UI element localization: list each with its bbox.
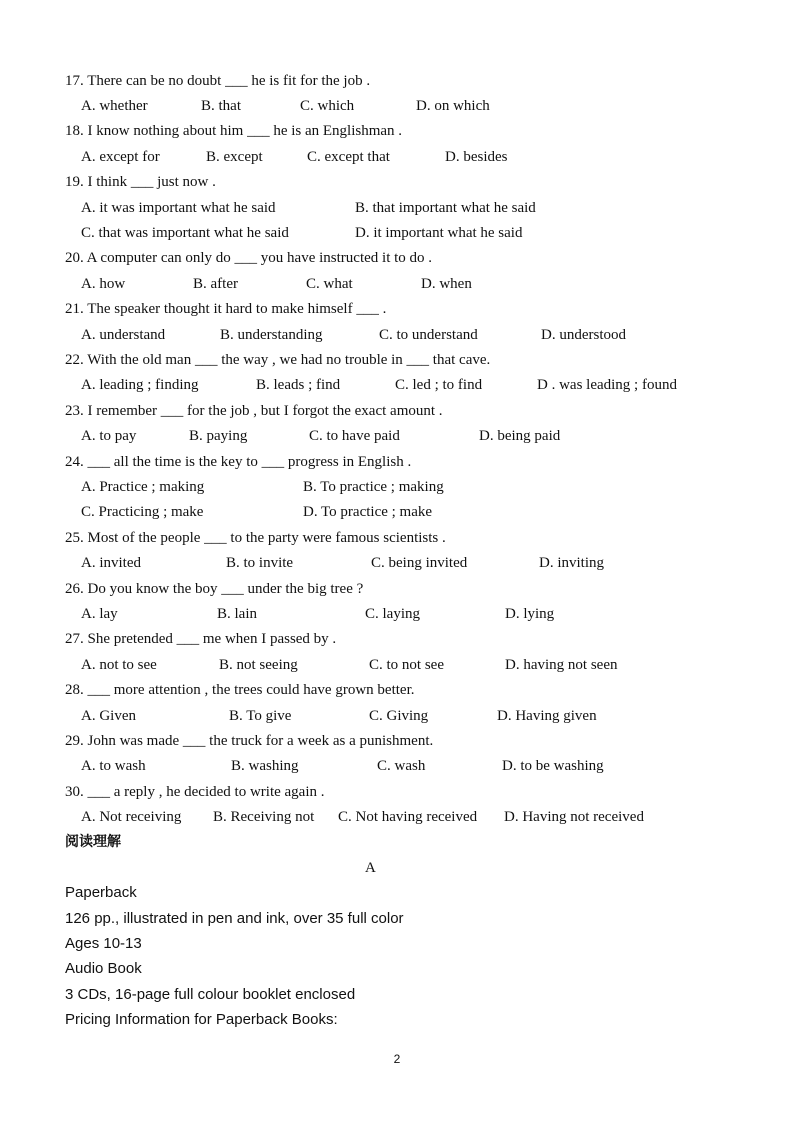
q29-option-c: C. wash xyxy=(377,758,426,774)
q27-option-b: B. not seeing xyxy=(219,657,298,673)
q30-option-c: C. Not having received xyxy=(338,809,478,825)
q19-option-d: D. it important what he said xyxy=(355,225,523,241)
q21-option-c: C. to understand xyxy=(379,327,478,343)
question-17: 17. There can be no doubt ___ he is fit for the job . xyxy=(65,73,371,89)
q27-option-c: C. to not see xyxy=(369,657,444,673)
q24-option-d: D. To practice ; make xyxy=(303,504,433,520)
section-heading: 阅读理解 xyxy=(65,834,121,850)
q19-option-a: A. it was important what he said xyxy=(81,200,276,216)
passage-line: Pricing Information for Paperback Books: xyxy=(65,1011,338,1028)
q29-option-a: A. to wash xyxy=(81,758,146,774)
q21-option-b: B. understanding xyxy=(220,327,323,343)
q30-option-d: D. Having not received xyxy=(504,809,644,825)
q30-option-a: A. Not receiving xyxy=(81,809,182,825)
passage-line: Ages 10-13 xyxy=(65,935,142,952)
q25-option-c: C. being invited xyxy=(371,555,468,571)
q22-option-c: C. led ; to find xyxy=(395,377,483,393)
q21-option-a: A. understand xyxy=(81,327,166,343)
question-19: 19. I think ___ just now . xyxy=(65,174,216,190)
q23-option-d: D. being paid xyxy=(479,428,561,444)
q18-option-d: D. besides xyxy=(445,149,508,165)
q22-option-d: D . was leading ; found xyxy=(537,377,677,393)
question-23: 23. I remember ___ for the job , but I forgot the exact amount . xyxy=(65,403,443,419)
q17-option-c: C. which xyxy=(300,98,355,114)
question-30: 30. ___ a reply , he decided to write again . xyxy=(65,784,325,800)
q27-option-a: A. not to see xyxy=(81,657,157,673)
q22-option-b: B. leads ; find xyxy=(256,377,341,393)
question-20: 20. A computer can only do ___ you have instructed it to do . xyxy=(65,250,433,266)
passage-line: Audio Book xyxy=(65,960,142,977)
passage-line: 3 CDs, 16-page full colour booklet enclosed xyxy=(65,986,356,1003)
q21-option-d: D. understood xyxy=(541,327,626,343)
q28-option-a: A. Given xyxy=(81,708,136,724)
question-29: 29. John was made ___ the truck for a week as a punishment. xyxy=(65,733,434,749)
question-21: 21. The speaker thought it hard to make himself ___ . xyxy=(65,301,387,317)
q18-option-b: B. except xyxy=(206,149,263,165)
q29-option-b: B. washing xyxy=(231,758,299,774)
question-24: 24. ___ all the time is the key to ___ progress in English . xyxy=(65,454,412,470)
q19-option-c: C. that was important what he said xyxy=(81,225,289,241)
q25-option-b: B. to invite xyxy=(226,555,294,571)
q29-option-d: D. to be washing xyxy=(502,758,604,774)
q23-option-a: A. to pay xyxy=(81,428,137,444)
q20-option-a: A. how xyxy=(81,276,126,292)
page-number: 2 xyxy=(393,1052,401,1066)
question-25: 25. Most of the people ___ to the party were famous scientists . xyxy=(65,530,446,546)
q23-option-c: C. to have paid xyxy=(309,428,400,444)
q25-option-a: A. invited xyxy=(81,555,141,571)
q26-option-c: C. laying xyxy=(365,606,420,622)
q27-option-d: D. having not seen xyxy=(505,657,618,673)
passage-label: A xyxy=(365,860,376,876)
q26-option-b: B. lain xyxy=(217,606,257,622)
question-18: 18. I know nothing about him ___ he is an Englishman . xyxy=(65,123,403,139)
q17-option-d: D. on which xyxy=(416,98,490,114)
passage-line: Paperback xyxy=(65,884,137,901)
q24-option-a: A. Practice ; making xyxy=(81,479,205,495)
q28-option-d: D. Having given xyxy=(497,708,597,724)
q17-option-b: B. that xyxy=(201,98,241,114)
question-27: 27. She pretended ___ me when I passed by . xyxy=(65,631,337,647)
q26-option-a: A. lay xyxy=(81,606,118,622)
q18-option-a: A. except for xyxy=(81,149,160,165)
passage-line: 126 pp., illustrated in pen and ink, over 35 full color xyxy=(65,910,404,927)
q26-option-d: D. lying xyxy=(505,606,555,622)
q17-option-a: A. whether xyxy=(81,98,148,114)
question-22: 22. With the old man ___ the way , we had no trouble in ___ that cave. xyxy=(65,352,491,368)
q19-option-b: B. that important what he said xyxy=(355,200,536,216)
q24-option-b: B. To practice ; making xyxy=(303,479,444,495)
q25-option-d: D. inviting xyxy=(539,555,605,571)
q20-option-c: C. what xyxy=(306,276,353,292)
q22-option-a: A. leading ; finding xyxy=(81,377,199,393)
q24-option-c: C. Practicing ; make xyxy=(81,504,204,520)
q28-option-b: B. To give xyxy=(229,708,292,724)
q18-option-c: C. except that xyxy=(307,149,390,165)
q20-option-b: B. after xyxy=(193,276,238,292)
q28-option-c: C. Giving xyxy=(369,708,429,724)
q23-option-b: B. paying xyxy=(189,428,248,444)
q20-option-d: D. when xyxy=(421,276,472,292)
question-26: 26. Do you know the boy ___ under the big tree ? xyxy=(65,581,364,597)
q30-option-b: B. Receiving not xyxy=(213,809,315,825)
question-28: 28. ___ more attention , the trees could have grown better. xyxy=(65,682,415,698)
